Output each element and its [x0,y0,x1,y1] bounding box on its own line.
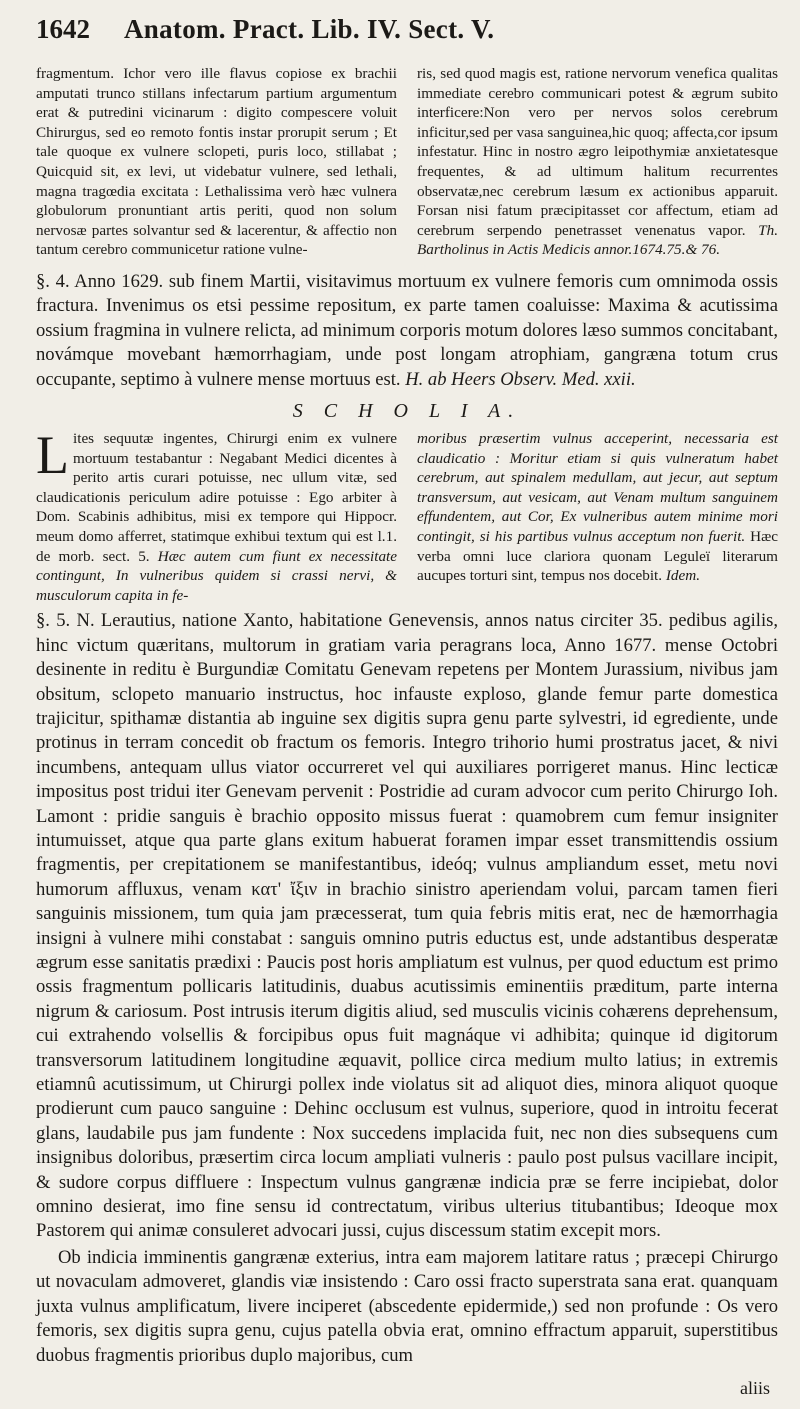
running-title: Anatom. Pract. Lib. IV. Sect. V. [124,14,495,44]
section-5-paragraph-1: §. 5. N. Lerautius, natione Xanto, habitatione Genevensis, annos natus circiter 35. pedibus agilis, hinc victum quæritans, multorum in gratiam varia peragrans loca, Anno 1677. mense Octobri desinente in reditu è Burgundiæ Comitatu Genevam repetens per Montem Jurassium, nivibus jam obsitum, sclopeto manuario instructus, hoc infauste exploso, glande femur parte domestica trajicitur, spithamæ distantia ab inguine sex digitis supra genu parte sylvestri, id egrediente, unde protinus in terram concedit ob fractum os femoris. Integro trihorio humi prostratus jacet, & nivi incumbens, antequam ullus viator occurreret vel qui auxiliares porrigeret manus. Hinc lecticæ impositus post tridui iter Genevam pervenit : Postridie ad curam advocor cum perito Chirurgo Ioh. Lamont : pridie sanguis è brachio opposito missus fuerat : quamobrem cum femur insigniter intumuisset, atque qua parte glans exitum habuerat foramen impar esset transmittendis ossium fragmentis, per crepitationem se manifestantibus, ideóq; vulnus ampliandum esset, metu novi humorum affluxus, venam κατ' ἴξιν in brachio sinistro aperiendam volui, parcam tamen fieri sanguinis missionem, tum quia jam præcesserat, tum quia febris mitis erat, nec de hæmorrhagia insigni à vulnere mihi constabat : sanguis omnino putris eductus est, unde adstantibus desperatæ ægrum esse sanitatis prædixi : Paucis post horis ampliatum est vulnus, per quod eductum est primo ossis fragmentum pollicaris latitudinis, duabus acutissimis eminentiis præditum, parte interna nigrum & cariosum. Post intrusis iterum digitis aliud, sed musculis vicinis cohærens deprehensum, cui extrahendo volsellis & forcipibus opus fuit magnáque vi adhibita; quinque id digitorum transversorum latitudinem longitudine æquavit, pollice circa medium multo latius; in extremis etiamnû acutissimum, ut Chirurgi pollex inde violatus sit ad aliquot dies, minora aliquot quoque prodierunt cum pauco sanguine : Dehinc occlusum est vulnus, superiore, quod in introitu fecerat glans, laudabile pus jam fundente : Nox succedens implacida fuit, nec non dies subsequens cum insignibus doloribus, præsertim circa locum ampliati vulneris : paulo post pulsus vacillare incipit, & sudore corpus diffluere : Inspectum vulnus gangrænæ indicia præ se ferre incipiebat, dolor omnino desierat, imo fine sensu id contrectatum, viribus ulterius titubantibus; Ideoque mox Pastorem qui animæ consuleret advocari jussi, cujus discessum statim excepit mors. [36,610,778,1242]
scholia-left-paragraph [36,424,398,605]
section-5-paragraph-2: Ob indicia imminentis gangrænæ exterius, intra eam majorem latitare ratus ; præcepi Chirurgo ut novaculam admoveret, glandis viæ insistendo : Caro ossi fracto superstrata sana erat. quanquam juxta vulnus amplificatum, livere inciperet (abscedente epidermide,) sed non profunde : Os vero femoris, sex digitis supra genu, cujus patella obvia erat, omnino effractum apparuit, superstitibus duobus fragmentis prioribus duplo majoribus, cum [36,1246,778,1366]
top-right-text [417,64,778,260]
scholia-right-citation: Idem. [665,567,701,585]
top-two-column-section [36,64,778,260]
top-right-citation: Th. Bartholinus in Actis Medicis annor.1674.75.& 76. [417,221,778,259]
scholia-left-column [36,424,398,605]
scholia-left-quote: Hæc autem cum fiunt ex necessitate contingunt, In vulneribus quidem si crassi nervi, & musculorum capita in fe- [36,547,398,604]
section-4-citation: H. ab Heers Observ. Med. xxii. [405,368,636,390]
scholia-dropcap: L [36,424,69,485]
top-right-body: ris, sed quod magis est, ratione nervorum venefica qualitas immediate cerebro communicari potest & ægrum subito interficere:Non vero per nervos solos cerebrum inficitur,sed per vasa sanguinea,hic quoq; affecta,cor ipsum infestatur. Hinc in nostro ægro leipothymiæ anxietatesque frequentes, & ad ultimum halitum recurrentes observatæ,nec cerebrum læsum ex actionibus apparuit. Forsan nisi fatum præcipitasset cor affectum, etiam ad cerebrum serpendo penetrasset venenatus vapor. [417,65,778,239]
page-number: 1642 [36,14,90,44]
scholia-heading: S C H O L I A. [292,399,522,422]
scholia-right-paragraph [417,429,778,586]
catchword: aliis [740,1378,770,1398]
scholia-right-text: Hæc verba omni luce clariora quonam Leguleï literarum aucupes torturi sint, tempus nos docebit. [417,527,779,585]
scholia-two-column-section [36,424,779,605]
top-left-text: fragmentum. Ichor vero ille flavus copiose ex brachii amputati trunco stillans infectarum partium argumentum erat & putredini vicinarum : digito compescere voluit Chirurgus, sed eo remoto fontis instar prorupit serum ; Et tale quoque ex vulnere sclopeti, puris loco, stillabat ; Quicquid sit, ex levi, ut videbatur vulnere, sed lethali, magna tragœdia excitata : Lethalissima verò hæc vulnera globulorum pronuntiant artis periti, quod non solum nervosæ partes solvantur sed & lacerentur, & affectio non tantum cerebro communicetur ratione vulne- [36,65,397,259]
scholia-left-text: ites sequutæ ingentes, Chirurgi enim ex vulnere mortuum testabantur : Negabant Medici dicentes à perito artis curari potuisse, nec ullum vitæ, sed claudicationis periculum adire potuisse : Ego arbiter à Dom. Scabinis adhibitus, misi ex tempore qui Hippocr. meum domo afferret, statimque exhibui textum qui est l.1. de morb. sect. 5. [36,429,397,565]
scholia-right-column [417,429,778,605]
page-header [36,14,778,64]
section-4-paragraph [36,270,778,392]
top-right-column [417,64,778,260]
section-4-text: §. 4. Anno 1629. sub finem Martii, visitavimus mortuum ex vulnere femoris cum omnimoda ossis fractura. Invenimus os etsi pessime repositum, ex parte tamen coaluisse: Maxima & acutissima ossium fragmina in vulnere relicta, ad minimum corporis motum dolores læso summos concitabant, novámque movebant hæmorrhagiam, unde post longam atrophiam, gangræna totum crus occupante, septimo à vulnere mense mortuus est. [36,270,778,390]
scholia-right-quote: moribus præsertim vulnus acceperint, necessaria est claudicatio : Moritur etiam si quis vulneratum habet cerebrum, aut spinalem medullam, aut jecur, aut septum transversum, aut vesicam, aut Venam multum sanguinem effundentem, aut Cor, Ex vulneribus autem minime mori contingit, si his partibus vulnus acceptum non fuerit. [417,429,778,545]
top-left-column [36,64,397,260]
